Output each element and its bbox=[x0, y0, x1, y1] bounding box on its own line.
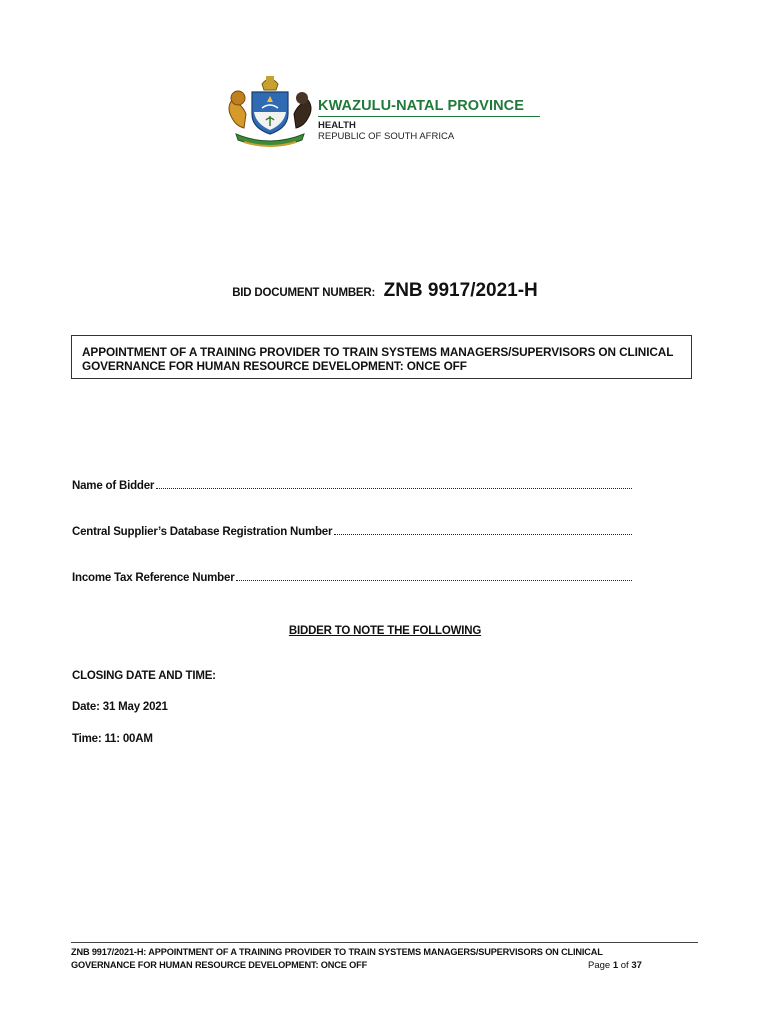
header-divider bbox=[318, 116, 540, 117]
notice-heading: BIDDER TO NOTE THE FOLLOWING bbox=[288, 625, 482, 637]
bid-number-value: ZNB 9917/2021-H bbox=[383, 280, 538, 301]
closing-time: Time: 11: 00AM bbox=[72, 733, 153, 745]
closing-date: Date: 31 May 2021 bbox=[72, 701, 168, 713]
tax-number-blank bbox=[236, 571, 632, 581]
kzn-coat-of-arms-logo bbox=[222, 70, 318, 150]
page-total: 37 bbox=[631, 960, 642, 971]
footer-title: ZNB 9917/2021-H: APPOINTMENT OF A TRAINING PROVIDER TO TRAIN SYSTEMS MANAGERS/SUPERVISORS ON CLINICAL GOVERNANCE FOR HUMAN RESOURCE DEVELOPMENT: ONCE OFF bbox=[71, 947, 603, 970]
tender-title: APPOINTMENT OF A TRAINING PROVIDER TO TRAIN SYSTEMS MANAGERS/SUPERVISORS ON CLINICAL GOVERNANCE FOR HUMAN RESOURCE DEVELOPMENT: ONCE OFF bbox=[82, 345, 674, 373]
csd-number-field bbox=[72, 525, 632, 538]
page-of: of bbox=[620, 960, 629, 971]
footer-divider bbox=[71, 942, 698, 943]
bidder-name-blank bbox=[156, 479, 632, 489]
bid-number-line bbox=[0, 280, 770, 302]
page-prefix: Page bbox=[588, 960, 611, 971]
country-name: REPUBLIC OF SOUTH AFRICA bbox=[318, 131, 455, 142]
tender-title-box bbox=[71, 335, 692, 379]
bidder-name-label: Name of Bidder bbox=[72, 480, 155, 492]
tax-number-field bbox=[72, 571, 632, 584]
organisation-block bbox=[318, 98, 558, 142]
province-name: KWAZULU-NATAL PROVINCE bbox=[318, 98, 524, 114]
page-indicator bbox=[588, 959, 642, 972]
tax-number-label: Income Tax Reference Number bbox=[72, 572, 235, 584]
bid-number-label: BID DOCUMENT NUMBER: bbox=[232, 287, 376, 299]
csd-number-blank bbox=[334, 525, 632, 535]
page-current: 1 bbox=[612, 960, 619, 971]
csd-number-label: Central Supplier’s Database Registration Number bbox=[72, 526, 333, 538]
closing-label: CLOSING DATE AND TIME: bbox=[72, 670, 216, 682]
bidder-name-field bbox=[72, 479, 632, 492]
department-name: HEALTH bbox=[318, 120, 356, 131]
